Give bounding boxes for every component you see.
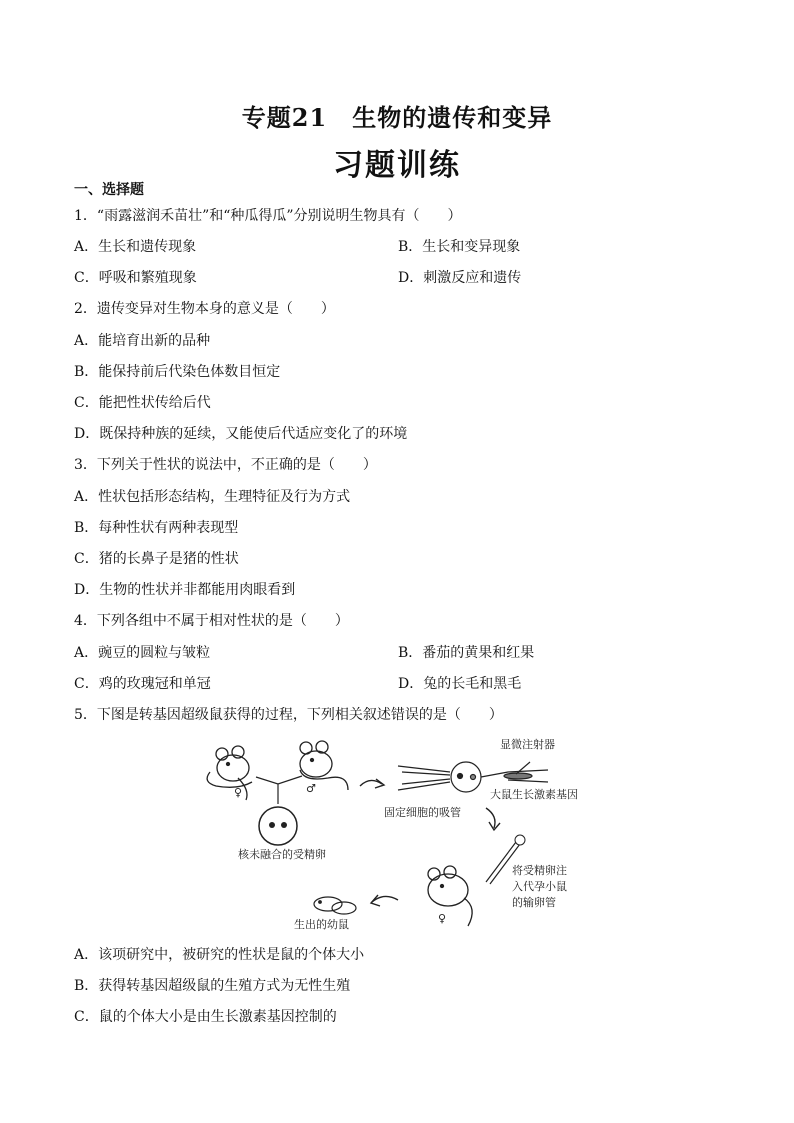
section-heading: 一、选择题	[74, 182, 144, 198]
question-stem-2: 2．遗传变异对生物本身的意义是（ ）	[74, 301, 335, 317]
question-stem-5: 5．下图是转基因超级鼠获得的过程，下列相关叙述错误的是（ ）	[74, 707, 503, 723]
question-stem-4: 4．下列各组中不属于相对性状的是（ ）	[74, 613, 349, 629]
page-subtitle: 习题训练	[333, 148, 461, 183]
pipette-label: 固定细胞的吸管	[384, 806, 461, 819]
option-2d: D．既保持种族的延续，又能使后代适应变化了的环境	[74, 426, 408, 442]
option-1a: A．生长和遗传现象	[74, 239, 197, 255]
option-5a: A．该项研究中，被研究的性状是鼠的个体大小	[74, 947, 365, 963]
option-5b: B．获得转基因超级鼠的生殖方式为无性生殖	[74, 978, 351, 994]
option-4b: B．番茄的黄果和红果	[398, 645, 535, 661]
option-3a: A．性状包括形态结构，生理特征及行为方式	[74, 489, 351, 505]
option-4c: C．鸡的玫瑰冠和单冠	[74, 676, 211, 692]
pups-illustration	[314, 897, 356, 914]
male-symbol: ♂	[306, 782, 316, 795]
option-2b: B．能保持前后代染色体数目恒定	[74, 364, 281, 380]
option-3c: C．猪的长鼻子是猪的性状	[74, 551, 239, 567]
question-stem-3: 3．下列关于性状的说法中，不正确的是（ ）	[74, 457, 377, 473]
transgenic-mouse-diagram	[198, 732, 594, 936]
gene-label: 大鼠生长激素基因	[490, 788, 578, 801]
page-title: 专题21 生物的遗传和变异	[241, 103, 553, 132]
option-1b: B．生长和变异现象	[398, 239, 521, 255]
surrogate-mouse-illustration	[428, 866, 472, 926]
transfer-label-line2: 入代孕小鼠	[512, 880, 567, 893]
option-5c: C．鼠的个体大小是由生长激素基因控制的	[74, 1009, 337, 1025]
fertilized-egg-illustration	[259, 807, 297, 845]
female-symbol-1: ♀	[234, 786, 243, 799]
option-3d: D．生物的性状并非都能用肉眼看到	[74, 582, 296, 598]
microinjector-label: 显微注射器	[500, 738, 555, 751]
pups-label: 生出的幼鼠	[294, 918, 349, 931]
female-mouse-illustration	[207, 746, 252, 800]
transfer-label-line3: 的输卵管	[512, 896, 556, 909]
option-4a: A．豌豆的圆粒与皱粒	[74, 645, 211, 661]
option-1c: C．呼吸和繁殖现象	[74, 270, 197, 286]
option-1d: D．刺激反应和遗传	[398, 270, 522, 286]
option-2a: A．能培育出新的品种	[74, 333, 211, 349]
transfer-pipette	[486, 842, 520, 884]
female-symbol-2: ♀	[438, 912, 447, 925]
transfer-label-line1: 将受精卵注	[512, 864, 567, 877]
question-stem-1: 1．“雨露滋润禾苗壮”和“种瓜得瓜”分别说明生物具有（ ）	[74, 208, 462, 224]
egg-label: 核未融合的受精卵	[238, 848, 326, 861]
option-2c: C．能把性状传给后代	[74, 395, 211, 411]
mating-connector	[256, 776, 302, 804]
option-3b: B．每种性状有两种表现型	[74, 520, 239, 536]
option-4d: D．兔的长毛和黑毛	[398, 676, 522, 692]
